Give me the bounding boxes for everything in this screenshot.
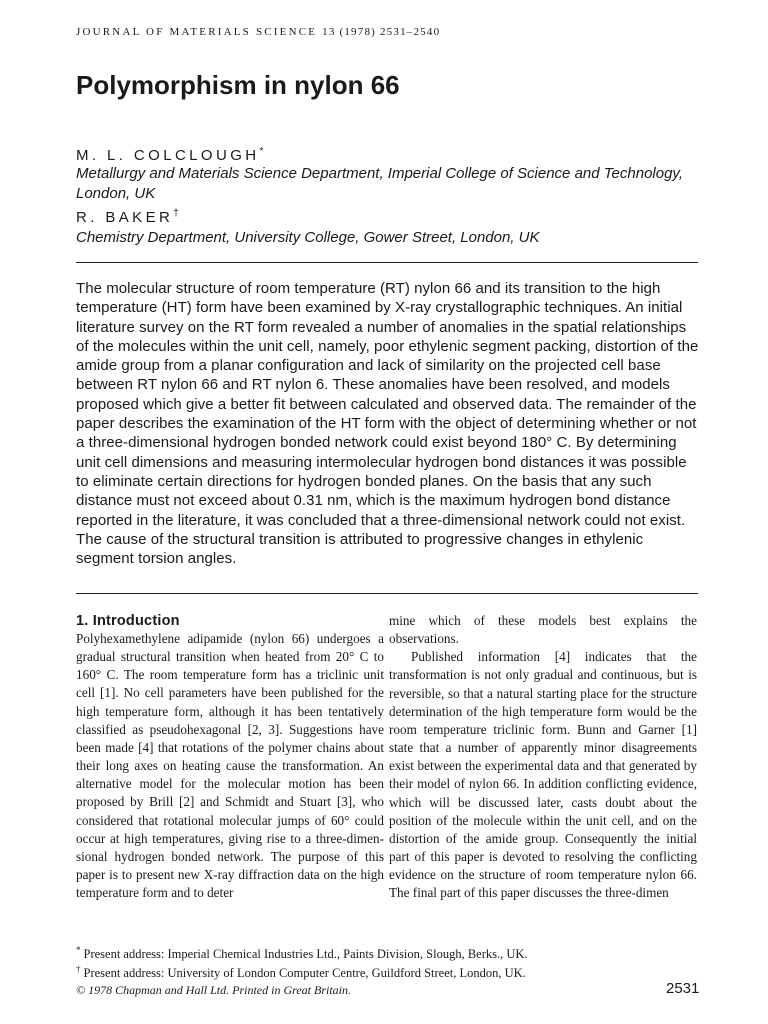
author-1-name: M. L. COLCLOUGH [76,147,260,164]
author-1-affiliation: Metallurgy and Materials Science Department, Imperial College of Science and Technology, London, UK [76,165,683,202]
paper-title: Polymorphism in nylon 66 [76,70,400,100]
author-2-name: R. BAKER [76,209,174,226]
intro-paragraph-1-continued: mine which of these models best explains the observations. [389,613,697,647]
divider-top [76,262,698,263]
footnote-2-text: Present address: University of London Computer Centre, Guildford Street, London, UK. [83,966,526,981]
intro-paragraph-1: Polyhexamethylene adipamide (nylon 66) undergoes a gradual structural transition when heated from 20° C to 160° C. The room temperature form has a triclinic unit cell [1]. No cell parameters have been published for the high temperature form, although it has been tentatively classified as pseudohexagonal [2, 3]. Suggestions have been made [4] that rotations of the polymer chains about their long axes on heating cause the transformation. An alternative model for the molecular motion has been proposed by Brill [2] and Schmidt and Stuart [3], who considered that rotational molecular jumps of 60° could occur at high temperatures, giving rise to a three-dimensional hydrogen bonded network. The purpose of this paper is to present new X-ray diffraction data on the high temperature form and to deter [76,631,384,901]
column-right [389,612,697,903]
journal-name: JOURNAL OF MATERIALS SCIENCE [76,26,318,38]
author-2-mark: † [173,208,179,219]
footnote-1 [76,943,696,962]
divider-bottom [76,593,698,594]
footnotes [76,943,696,981]
footnote-2 [76,962,696,981]
copyright-notice: © 1978 Chapman and Hall Ltd. Printed in Great Britain. [76,983,352,997]
intro-paragraph-2: Published information [4] indicates that the transformation is not only gradual and continuous, but is reversible, so that a natural starting place for the structure determination of the high temperature form would be the room temperature triclinic form. Bunn and Garner [1] state that a number of apparently minor disagreements exist between the experimental data and that generated by their model of nylon 66. In addition conflicting evidence, which will be discussed later, casts doubt about the position of the molecule within the unit cell, and on the distortion of the amide group. Consequently the initial part of this paper is devoted to resolving the conflicting evidence on the structure of room temperature nylon 66. The final part of this paper discusses the three-dimen [389,649,697,901]
footnote-1-mark: * [76,945,81,955]
author-2 [76,208,179,226]
column-left [76,612,384,902]
journal-reference: 13 (1978) 2531–2540 [322,26,441,38]
footnote-1-text: Present address: Imperial Chemical Industries Ltd., Paints Division, Slough, Berks., UK. [83,947,528,962]
abstract: The molecular structure of room temperature (RT) nylon 66 and its transition to the high temperature (HT) form have been examined by X-ray crystallographic techniques. An initial literature survey on the RT form revealed a number of anomalies in the spatial relationships of the molecules within the unit cell, namely, poor ethylenic segment packing, distortion of the amide group from a planar configuration and lack of similarity on the projected cell base between RT nylon 66 and RT nylon 6. These anomalies have been resolved, and models proposed which give a better fit between calculated and observed data. The remainder of the paper describes the examination of the HT form with the object of determining whether or not a three-dimensional hydrogen bonded network could exist beyond 180° C. By determining unit cell dimensions and measuring intermolecular hydrogen bond distances it was possible to eliminate certain directions for hydrogen bonded planes. On the basis that any such distance must not exceed about 0.31 nm, which is the maximum hydrogen bond distance reported in the literature, it was concluded that a three-dimensional network could not exist. The cause of the structural transition is attributed to progressive changes in ethylenic segment torsion angles. [76,280,699,568]
author-2-affiliation: Chemistry Department, University College, Gower Street, London, UK [76,229,540,246]
author-1 [76,146,263,164]
journal-header [76,26,696,38]
author-1-mark: * [259,146,264,157]
footnote-2-mark: † [76,964,81,975]
page-number: 2531 [666,980,700,997]
section-heading-introduction: 1. Introduction [76,613,180,629]
